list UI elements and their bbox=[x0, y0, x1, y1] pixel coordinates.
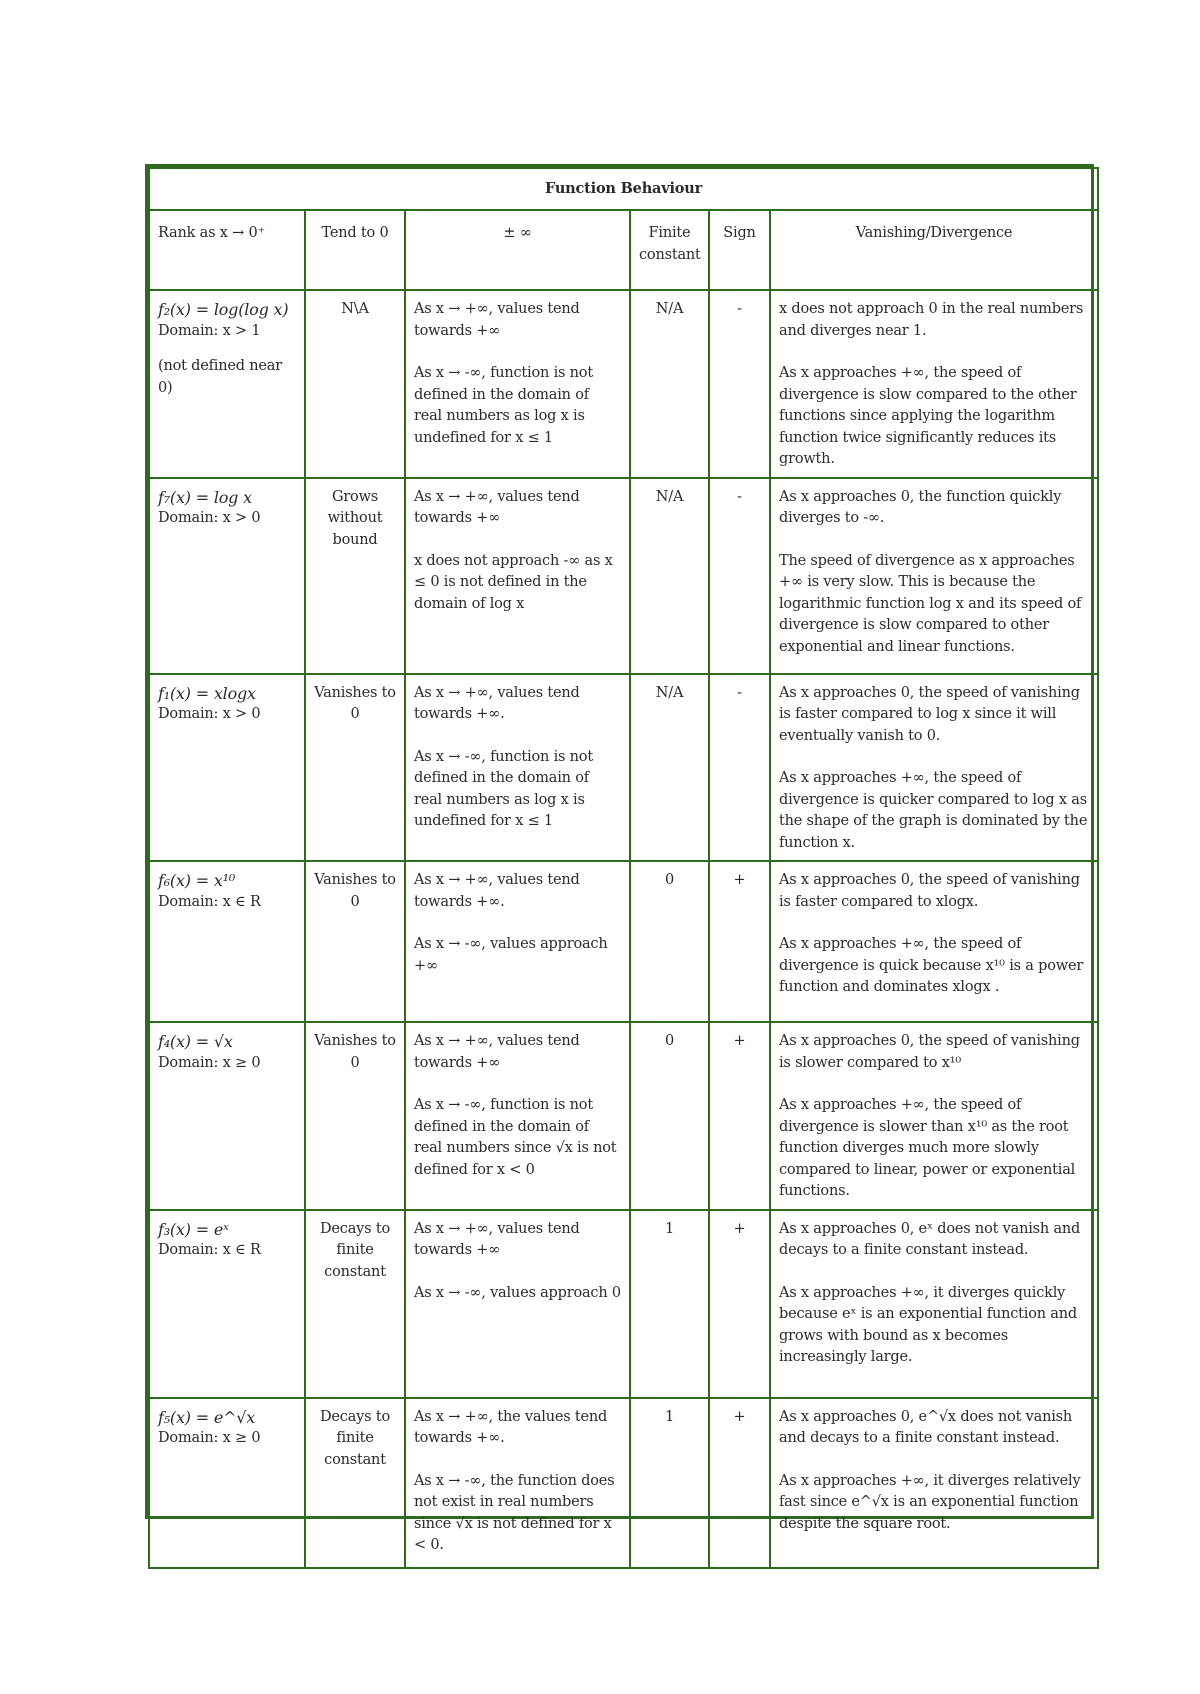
sign-cell: - bbox=[709, 290, 770, 478]
tend-to-zero-cell: N\A bbox=[305, 290, 405, 478]
sign-cell: + bbox=[709, 1398, 770, 1568]
vanishing-cell bbox=[770, 478, 1098, 674]
finite-constant-cell: N/A bbox=[630, 290, 709, 478]
infinity-positive: As x → +∞, values tend towards +∞. bbox=[414, 872, 580, 910]
divergence-at-infinity: As x approaches +∞, the speed of divergence is quicker compared to log x as the shape of the graph is dominated by the function x. bbox=[779, 770, 1088, 851]
function-name: f₁(x) = xlogx bbox=[158, 683, 256, 703]
vanishing-near-zero: As x approaches 0, e^√x does not vanish and decays to a finite constant instead. bbox=[779, 1408, 1073, 1446]
infinity-cell bbox=[405, 1210, 630, 1398]
finite-constant-cell: 0 bbox=[630, 1022, 709, 1210]
infinity-positive: As x → +∞, values tend towards +∞ bbox=[414, 1220, 580, 1258]
divergence-at-infinity: As x approaches +∞, it diverges quickly because eˣ is an exponential function and grows with bound as x becomes increasingly large. bbox=[779, 1284, 1077, 1365]
infinity-positive: As x → +∞, values tend towards +∞ bbox=[414, 488, 580, 526]
divergence-at-infinity: As x approaches +∞, the speed of divergence is slow compared to the other functions since applying the logarithm function twice significantly reduces its growth. bbox=[779, 365, 1077, 467]
infinity-negative: As x → -∞, function is not defined in the domain of real numbers as log x is undefined for x ≤ 1 bbox=[414, 748, 593, 829]
infinity-cell bbox=[405, 1398, 630, 1568]
vanishing-cell bbox=[770, 1398, 1098, 1568]
infinity-negative: As x → -∞, function is not defined in the domain of real numbers since √x is not defined for x < 0 bbox=[414, 1097, 617, 1178]
vanishing-cell bbox=[770, 290, 1098, 478]
rank-cell bbox=[149, 861, 305, 1022]
function-name: f₆(x) = x¹⁰ bbox=[158, 871, 236, 890]
sign-cell: + bbox=[709, 861, 770, 1022]
infinity-positive: As x → +∞, values tend towards +∞. bbox=[414, 684, 580, 722]
vanishing-near-zero: As x approaches 0, the function quickly diverges to -∞. bbox=[779, 488, 1062, 526]
rank-cell bbox=[149, 1022, 305, 1210]
rank-cell bbox=[149, 478, 305, 674]
function-name: f₄(x) = √x bbox=[158, 1032, 233, 1051]
vanishing-cell bbox=[770, 861, 1098, 1022]
function-domain: Domain: x ∈ R bbox=[158, 1242, 261, 1258]
infinity-positive: As x → +∞, values tend towards +∞ bbox=[414, 1033, 580, 1071]
tend-to-zero-cell: Decays to finite constant bbox=[305, 1210, 405, 1398]
table-row bbox=[149, 478, 1098, 674]
vanishing-near-zero: As x approaches 0, the speed of vanishing is faster compared to xlogx. bbox=[779, 872, 1080, 910]
finite-constant-cell: N/A bbox=[630, 478, 709, 674]
infinity-negative: As x → -∞, values approach 0 bbox=[414, 1284, 621, 1301]
infinity-positive: As x → +∞, values tend towards +∞ bbox=[414, 301, 580, 339]
function-domain: Domain: x > 0 bbox=[158, 510, 261, 526]
table-title: Function Behaviour bbox=[149, 168, 1098, 210]
tend-to-zero-cell: Vanishes to 0 bbox=[305, 1022, 405, 1210]
infinity-cell bbox=[405, 674, 630, 862]
infinity-negative: As x → -∞, values approach +∞ bbox=[414, 936, 608, 974]
header-tend-to-zero: Tend to 0 bbox=[305, 210, 405, 290]
rank-cell bbox=[149, 1398, 305, 1568]
table-row bbox=[149, 1022, 1098, 1210]
table-row bbox=[149, 861, 1098, 1022]
header-vanishing-divergence: Vanishing/Divergence bbox=[770, 210, 1098, 290]
header-sign: Sign bbox=[709, 210, 770, 290]
table-row bbox=[149, 1210, 1098, 1398]
divergence-at-infinity: As x approaches +∞, the speed of divergence is quick because x¹⁰ is a power function and dominates xlogx . bbox=[779, 936, 1084, 995]
vanishing-cell bbox=[770, 1210, 1098, 1398]
table-row bbox=[149, 674, 1098, 862]
vanishing-near-zero: x does not approach 0 in the real numbers and diverges near 1. bbox=[779, 301, 1084, 339]
table-row bbox=[149, 1398, 1098, 1568]
infinity-cell bbox=[405, 478, 630, 674]
vanishing-cell bbox=[770, 1022, 1098, 1210]
infinity-negative: As x → -∞, function is not defined in the domain of real numbers as log x is undefined for x ≤ 1 bbox=[414, 365, 593, 446]
table-row bbox=[149, 290, 1098, 478]
vanishing-near-zero: As x approaches 0, eˣ does not vanish and decays to a finite constant instead. bbox=[779, 1220, 1081, 1258]
function-domain: Domain: x > 1 bbox=[158, 322, 261, 339]
function-domain: Domain: x ≥ 0 bbox=[158, 1054, 261, 1071]
divergence-at-infinity: As x approaches +∞, it diverges relatively fast since e^√x is an exponential function despite the square root. bbox=[779, 1472, 1081, 1532]
infinity-negative: As x → -∞, the function does not exist in real numbers since √x is not defined for x < 0. bbox=[414, 1472, 615, 1553]
divergence-at-infinity: As x approaches +∞, the speed of divergence is slower than x¹⁰ as the root function diverges much more slowly compared to linear, power or exponential functions. bbox=[779, 1097, 1076, 1199]
divergence-at-infinity: The speed of divergence as x approaches +∞ is very slow. This is because the logarithmic function log x and its speed of divergence is slow compared to other exponential and linear functions. bbox=[779, 552, 1082, 655]
finite-constant-cell: 0 bbox=[630, 861, 709, 1022]
finite-constant-cell: 1 bbox=[630, 1210, 709, 1398]
sign-cell: - bbox=[709, 478, 770, 674]
header-row bbox=[149, 210, 1098, 290]
function-domain: Domain: x ≥ 0 bbox=[158, 1430, 261, 1446]
function-domain: Domain: x ∈ R bbox=[158, 893, 261, 910]
header-rank: Rank as x → 0⁺ bbox=[149, 210, 305, 290]
finite-constant-cell: 1 bbox=[630, 1398, 709, 1568]
infinity-cell bbox=[405, 1022, 630, 1210]
function-name: f₂(x) = log(log x) bbox=[158, 300, 289, 319]
function-name: f₇(x) = log x bbox=[158, 487, 252, 507]
tend-to-zero-cell: Grows without bound bbox=[305, 478, 405, 674]
function-name: f₃(x) = eˣ bbox=[158, 1219, 229, 1239]
function-domain: Domain: x > 0 bbox=[158, 706, 261, 722]
function-note: (not defined near 0) bbox=[158, 358, 282, 396]
rank-cell bbox=[149, 1210, 305, 1398]
tend-to-zero-cell: Vanishes to 0 bbox=[305, 861, 405, 1022]
vanishing-near-zero: As x approaches 0, the speed of vanishing is faster compared to log x since it will eventually vanish to 0. bbox=[779, 684, 1080, 744]
sign-cell: + bbox=[709, 1210, 770, 1398]
finite-constant-cell: N/A bbox=[630, 674, 709, 862]
rank-cell bbox=[149, 674, 305, 862]
tend-to-zero-cell: Decays to finite constant bbox=[305, 1398, 405, 1568]
vanishing-near-zero: As x approaches 0, the speed of vanishing is slower compared to x¹⁰ bbox=[779, 1033, 1080, 1071]
infinity-cell bbox=[405, 861, 630, 1022]
tend-to-zero-cell: Vanishes to 0 bbox=[305, 674, 405, 862]
infinity-positive: As x → +∞, the values tend towards +∞. bbox=[414, 1408, 608, 1446]
header-finite-constant: Finite constant bbox=[630, 210, 709, 290]
vanishing-cell bbox=[770, 674, 1098, 862]
infinity-cell bbox=[405, 290, 630, 478]
rank-cell bbox=[149, 290, 305, 478]
infinity-negative: x does not approach -∞ as x ≤ 0 is not defined in the domain of log x bbox=[414, 552, 613, 612]
sign-cell: + bbox=[709, 1022, 770, 1210]
sign-cell: - bbox=[709, 674, 770, 862]
function-name: f₅(x) = e^√x bbox=[158, 1407, 256, 1427]
header-plus-minus-infinity: ± ∞ bbox=[405, 210, 630, 290]
function-behaviour-table bbox=[145, 164, 1094, 1553]
